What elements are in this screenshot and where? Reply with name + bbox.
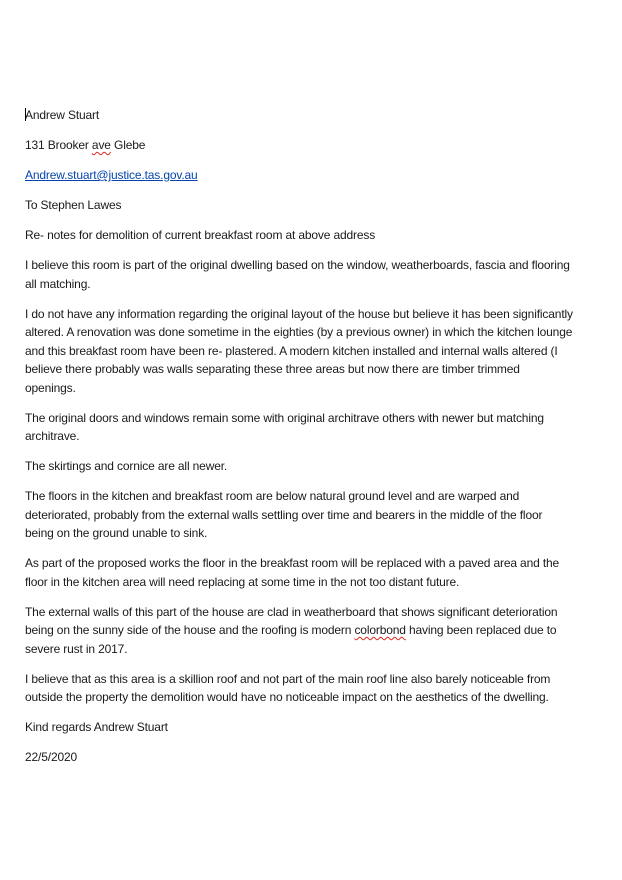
paragraph-external-walls-part2: having been replaced due to severe rust in 2017. [25,623,557,656]
email-link[interactable]: Andrew.stuart@justice.tas.gov.au [25,168,198,182]
date-line: 22/5/2020 [25,750,78,764]
paragraph-proposed-works: As part of the proposed works the floor in the breakfast room will be replaced with a paved area and the floor in the kitchen area will need replacing at some time in the not too distant future. [25,556,560,589]
sender-name-line [25,106,573,125]
paragraph-external-walls [25,603,573,659]
address-number: 131 [25,138,45,152]
address-suburb: Glebe [114,138,146,152]
paragraph-external-walls-part1: The external walls of this part of the house are clad in weatherboard that shows significant deterioration being on the sunny side of the house and the roofing is modern [25,604,558,637]
paragraph-skirtings: The skirtings and cornice are all newer. [25,459,228,473]
subject-line: Re- notes for demolition of current breakfast room at above address [25,228,376,242]
paragraph-skillion-roof: I believe that as this area is a skillion roof and not part of the main roof line also barely noticeable from outside the property the demolition would have no noticeable impact on the aesthetics of the dwelling. [25,671,551,704]
closing-line: Kind regards Andrew Stuart [25,720,168,734]
email-line [25,166,573,185]
colorbond-flagged-word: colorbond [354,623,406,637]
paragraph-floors: The floors in the kitchen and breakfast room are below natural ground level and are warped and deteriorated, probably from the external walls settling over time and bearers in the middle of the floor being on the ground unable to sink. [25,489,543,540]
paragraph-doors-windows: The original doors and windows remain some with original architrave others with newer but matching architrave. [25,410,544,443]
paragraph-original-dwelling: I believe this room is part of the original dwelling based on the window, weatherboards, fascia and flooring all matching. [25,258,570,291]
letter-body [25,106,573,778]
recipient-line: To Stephen Lawes [25,198,122,212]
address-street: Brooker [47,138,89,152]
address-street-abbrev-flagged: ave [91,138,111,152]
sender-name: Andrew Stuart [25,108,100,122]
paragraph-layout-renovation: I do not have any information regarding the original layout of the house but believe it has been significantly altered. A renovation was done sometime in the eighties (by a previous owner) in which the kitchen lounge and this breakfast room have been re- plastered. A modern kitchen installed and internal walls altered (I believe there probably was walls separating these three areas but now there are timber trimmed openings. [25,306,573,395]
address-line [25,136,573,155]
